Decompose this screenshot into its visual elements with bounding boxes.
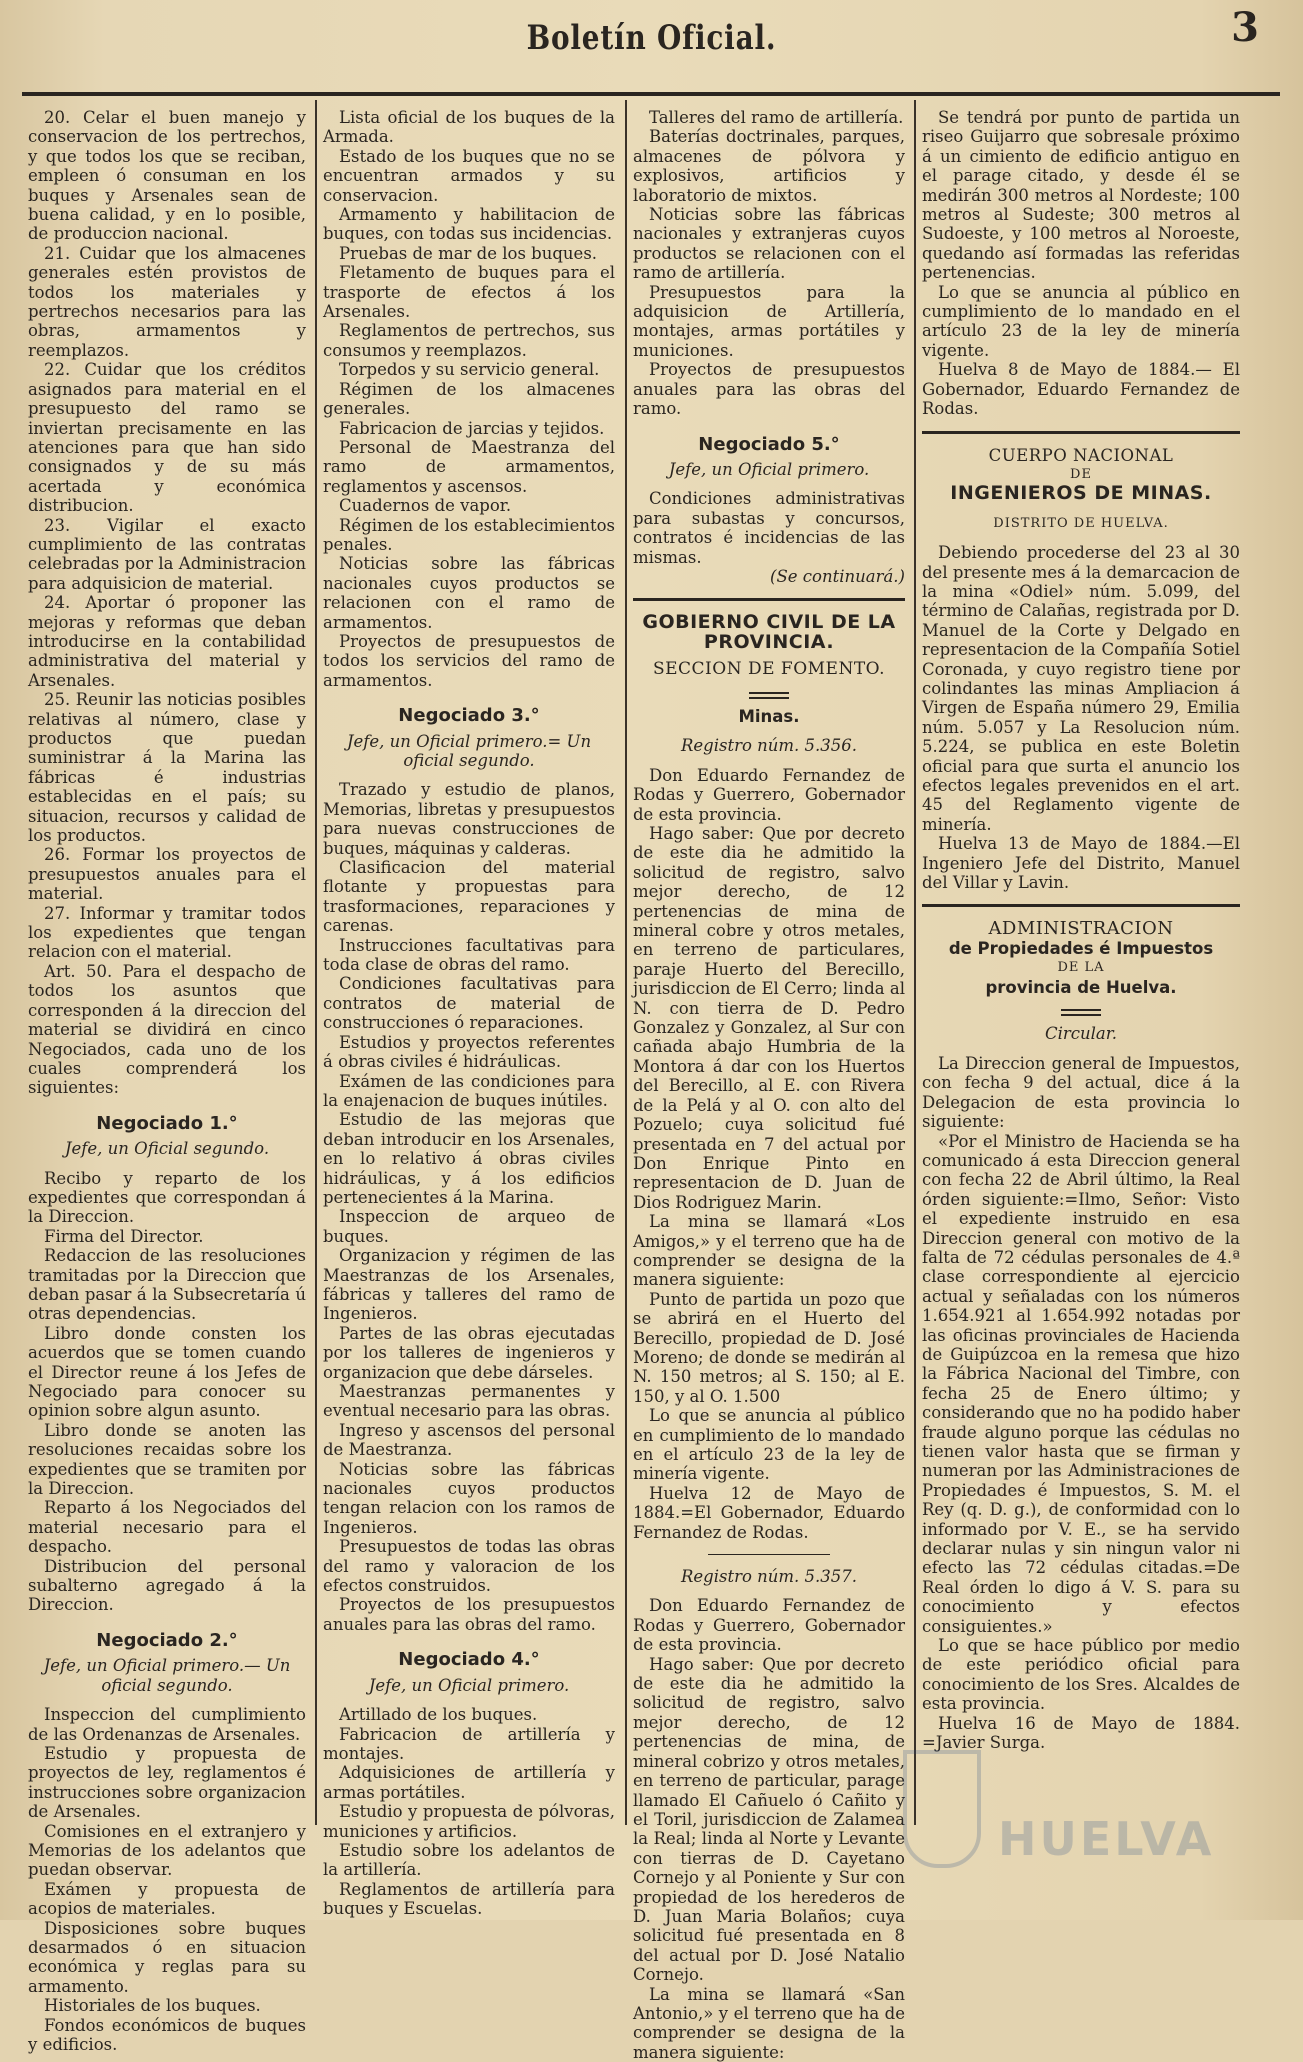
paragraph: Artillado de los buques. [339,1705,538,1725]
paragraph: Exámen de las condiciones para la enajenacion de buques inútiles. [323,1071,615,1110]
paragraph: La Direccion general de Impuestos, con fecha 9 del actual, dice á la Delegacion de esta provincia lo siguiente: [922,1053,1240,1132]
paragraph: Fabricacion de jarcias y tejidos. [339,418,605,438]
cuerpo-heading: CUERPO NACIONAL [988,445,1174,465]
paragraph: Punto de partida un pozo que se abrirá en el Huerto del Berecillo, propiedad de D. José Moreno; de donde se medirán al N. 150 metros; al S. 150; al E. 150, y al O. 1.500 [633,1289,905,1406]
paragraph: Proyectos de presupuestos de todos los servicios del ramo de armamentos. [323,631,615,690]
paragraph: 25. Reunir las noticias posibles relativas al número, clase y productos que puedan suministrar á la Marina las fábricas é industrias establecidas en el país; su situacion, recursos y calidad de los productos. [28,690,306,846]
negociado-4-items [323,1705,615,1918]
paragraph: Estado de los buques que no se encuentran armados y su conservacion. [323,146,615,205]
registro-1-title: Registro núm. 5.356. [680,736,858,756]
paragraph: Don Eduardo Fernandez de Rodas y Guerrero, Gobernador de esta provincia. [633,1596,905,1655]
paragraph: Talleres del ramo de artillería. [649,108,904,127]
seccion-heading: SECCION DE FOMENTO. [652,659,886,680]
paragraph: Régimen de los almacenes generales. [323,379,615,419]
paragraph: Lo que se anuncia al público en cumplimiento de lo mandado en el artículo 23 de la ley de minería vigente. [922,282,1240,360]
paragraph: Estudio y propuesta de pólvoras, municiones y artificios. [323,1802,615,1841]
paragraph: Comisiones en el extranjero y Memorias de los adelantos que puedan observar. [28,1821,306,1880]
column-1 [28,108,306,2054]
paragraph: Hago saber: Que por decreto de este dia he admitido la solicitud de registro, salvo mejor derecho, de 12 pertenencias de mina de mineral cobre y otros metales, en terreno de particulares, paraje Huerto del Berecillo, jurisdiccion de El Cerro; linda al N. con tierra de D. Pedro Gonzalez y Gonzalez, al Sur con cañada abajo Humbria de la Montora á dar con los Huertos del Berecillo, al E. con Rivera de la Pelá y al O. con alto del Pozuelo; cuya solicitud fué presentada en 7 del actual por Don Enrique Pinto en representacion de D. Juan de Dios Rodriguez Marin. [633,824,905,1212]
page-number: 3 [1231,4,1259,51]
paragraph: Redaccion de las resoluciones tramitadas por la Direccion que deban pasar á la Subsecretaría ú otras dependencias. [28,1246,306,1324]
paragraph: Organizacion y régimen de las Maestranzas de los Arsenales, fábricas y talleres del ramo de Ingenieros. [323,1246,615,1324]
paragraph: Reparto á los Negociados del material necesario para el despacho. [28,1498,306,1557]
paragraph: Huelva 16 de Mayo de 1884. =Javier Surga. [922,1713,1240,1753]
section-rule [922,431,1240,434]
paragraph: Reglamentos de artillería para buques y Escuelas. [323,1879,615,1919]
paragraph: Noticias sobre las fábricas nacionales cuyos productos se relacionen con el ramo de armamentos. [323,554,615,632]
paragraph: Lo que se hace público por medio de este periódico oficial para conocimiento de los Sres. Alcaldes de esta provincia. [922,1636,1240,1714]
paragraph: Baterías doctrinales, parques, almacenes de pólvora y explosivos, artificios y laboratorio de mixtos. [633,127,905,205]
paragraph: Libro donde consten los acuerdos que se tomen cuando el Director reune á los Jefes de Negociado para conocer su opinion sobre algun asunto. [28,1323,306,1421]
paragraph: Huelva 8 de Mayo de 1884.— El Gobernador, Eduardo Fernandez de Rodas. [922,360,1240,419]
section-rule [922,904,1240,907]
paragraph: 23. Vigilar el exacto cumplimiento de las contratas celebradas por la Administracion para adquisicion de material. [28,515,306,593]
admin-provincia: provincia de Huelva. [985,977,1177,997]
registro-2-title: Registro núm. 5.357. [680,1567,858,1587]
negociado-5-title: Negociado 5.° [698,433,840,455]
paragraph: Huelva 13 de Mayo de 1884.—El Ingeniero Jefe del Distrito, Manuel del Villar y Lavin. [922,834,1240,893]
column-divider [625,100,627,1825]
paragraph: Libro donde se anoten las resoluciones recaidas sobre los expedientes que se tramiten por la Direccion. [28,1420,306,1499]
negociado-2-title: Negociado 2.° [96,1629,238,1651]
paragraph: Instrucciones facultativas para toda clase de obras del ramo. [323,935,615,975]
paragraph: Presupuestos para la adquisicion de Artillería, montajes, armas portátiles y municiones. [633,282,905,360]
paragraph: Inspeccion del cumplimiento de las Ordenanzas de Arsenales. [28,1705,306,1744]
paragraph: Fletamento de buques para el trasporte de efectos á los Arsenales. [323,263,615,322]
paragraph: 22. Cuidar que los créditos asignados para material en el presupuesto del ramo se inviertan precisamente en las atenciones para que han sido consignados y de su más acertada y económica distribucion. [28,360,306,516]
paragraph: Exámen y propuesta de acopios de materiales. [28,1879,306,1919]
cuerpo-de: DE [1070,466,1092,482]
admin-de-la: DE LA [1057,960,1105,976]
circular-title: Circular. [1044,1024,1118,1044]
paragraph: 26. Formar los proyectos de presupuestos anuales para el material. [28,845,306,904]
paragraph: 21. Cuidar que los almacenes generales estén provistos de todos los materiales y pertrechos necesarios para las obras, armamentos y reemplazos. [28,243,306,360]
negociado-2-items [28,1705,306,2054]
paragraph: 20. Celar el buen manejo y conservacion de los pertrechos, y que todos los que se reciban, empleen ó consuman en los buques y Arsenales sean de buena calidad, y en lo posible, de produccion nacional. [28,108,306,244]
paragraph: La mina se llamará «San Antonio,» y el terreno que ha de comprender se designa de la manera siguiente: [633,1984,905,2062]
paragraph: Condiciones facultativas para contratos de material de construcciones ó reparaciones. [323,974,615,1033]
paragraph: Régimen de los establecimientos penales. [323,515,615,554]
separator [708,1554,830,1555]
paragraph: Ingreso y ascensos del personal de Maestranza. [323,1420,615,1460]
column-divider [914,100,916,1825]
ornament-dash [922,1001,1240,1020]
negociado-3-title: Negociado 3.° [398,705,540,727]
paragraph: Reglamentos de pertrechos, sus consumos y reemplazos. [323,321,615,360]
paragraph: Huelva 12 de Mayo de 1884.=El Gobernador, Eduardo Fernandez de Rodas. [633,1483,905,1542]
negociado-5-items [633,489,905,567]
paragraph: Art. 50. Para el despacho de todos los asuntos que corresponden á la direccion del material se dividirá en cinco Negociados, cada uno de los cuales comprenderá los siguientes: [28,961,306,1098]
paragraph: Lista oficial de los buques de la Armada. [323,108,615,147]
paragraph: Maestranzas permanentes y eventual necesario para las obras. [323,1382,615,1421]
admin-body [922,1054,1240,1753]
minas-subheading: Minas. [738,706,800,726]
paragraph: Adquisiciones de artillería y armas portátiles. [323,1763,615,1802]
paragraph: Estudio de las mejoras que deban introducir en los Arsenales, en lo relativo á obras civiles hidráulicas, y á los edificios pertenecientes á la Marina. [323,1110,615,1207]
paragraph: Disposiciones sobre buques desarmados ó en situacion económica y reglas para su armamento. [28,1918,306,1996]
admin-subheading: de Propiedades é Impuestos [948,938,1214,958]
paragraph: Clasificacion del material flotante y propuestas para trasformaciones, reparaciones y carenas. [323,858,615,936]
paragraph: Presupuestos de todas las obras del ramo y valoracion de los efectos construidos. [323,1537,615,1596]
archive-watermark [903,1740,1233,1880]
paragraph: Trazado y estudio de planos, Memorias, libretas y presupuestos para nuevas construcciones de buques, máquinas y calderas. [323,780,615,858]
registro-1-body [633,766,905,1542]
negociado-3-items [323,780,615,1634]
paragraph: Distribucion del personal subalterno agregado á la Direccion. [28,1556,306,1615]
minas-body [922,543,1240,892]
negociado-3-jefe: Jefe, un Oficial primero.= Un oficial segundo. [346,731,592,770]
paragraph: Noticias sobre las fábricas nacionales cuyos productos tengan relacion con los ramos de Ingenieros. [323,1459,615,1537]
paragraph: Estudio sobre los adelantos de la artillería. [323,1840,615,1880]
col1-paragraphs [28,108,306,1098]
paragraph: Personal de Maestranza del ramo de armamentos, reglamentos y ascensos. [323,437,615,496]
col2-paragraphs [323,108,615,690]
watermark-text: HUELVA [998,1812,1215,1866]
page-title: Boletín Oficial. [526,18,777,58]
paragraph: Don Eduardo Fernandez de Rodas y Guerrero, Gobernador de esta provincia. [633,765,905,824]
paragraph: 24. Aportar ó proponer las mejoras y reformas que deban introducirse en la contabilidad administrativa del material y Arsenales. [28,593,306,690]
paragraph: Lo que se anuncia al público en cumplimiento de lo mandado en el artículo 23 de la ley de minería vigente. [633,1406,905,1484]
paragraph: Historiales de los buques. [44,1996,261,2016]
paragraph: Estudios y proyectos referentes á obras civiles é hidráulicas. [323,1032,615,1072]
paragraph: «Por el Ministro de Hacienda se ha comunicado á esta Direccion general con fecha 22 de Abril último, la Real órden siguiente:=Ilmo, Señor: Visto el expediente instruido en esa Direccion general con motivo de la falta de 72 cédulas personales de 4.ª clase correspondiente al ejercicio actual y señaladas con los números 1.654.921 al 1.654.992 notadas por las oficinas provinciales de Hacienda de Guipúzcoa en la remesa que hizo la Fábrica Nacional del Timbre, con fecha 25 de Enero último; y considerando que no ha podido haber fraude alguno porque las cédulas no tienen valor hasta que se firman y numeran por las Administraciones de Propiedades é Impuestos, S. M. el Rey (q. D. g.), de conformidad con lo informado por V. E., se ha servido declarar nulas y sin ningun valor ni efecto las 72 cédulas citadas.=De Real órden lo digo á V. S. para su conocimiento y efectos consiguientes.» [922,1131,1240,1636]
paragraph: Torpedos y su servicio general. [339,360,600,380]
paragraph: Proyectos de presupuestos anuales para las obras del ramo. [633,360,905,419]
negociado-1-items [28,1169,306,1615]
negociado-4-title: Negociado 4.° [398,1649,540,1671]
paragraph: Inspeccion de arqueo de buques. [323,1207,615,1246]
header-rule [22,92,1280,96]
continuation-note: (Se continuará.) [770,566,905,586]
paragraph: Fabricacion de artillería y montajes. [323,1724,615,1763]
ingenieros-heading: INGENIEROS DE MINAS. [950,482,1212,505]
distrito-heading: DISTRITO DE HUELVA. [993,515,1169,531]
paragraph: Fondos económicos de buques y edificios. [28,2015,306,2054]
registro-2-body [633,1596,905,2062]
shield-icon [903,1750,981,1868]
paragraph: Cuadernos de vapor. [339,496,512,516]
paragraph: Proyectos de los presupuestos anuales para las obras del ramo. [323,1595,615,1634]
col4-paragraphs [922,108,1240,419]
paragraph: Hago saber: Que por decreto de este dia he admitido la solicitud de registro, salvo mejor derecho, de 12 pertenencias de mina, de mineral cobrizo y otros metales, en terreno de particular, parage llamado El Cañuelo ó Cañito y el Toril, jurisdiccion de Zalamea la Real; linda al Norte y Levante con tierras de D. Cayetano Cornejo y al Poniente y Sur con propiedad de los herederos de D. Juan Maria Bolaños; cuya solicitud fué presentada en 8 del actual por D. José Natalio Cornejo. [633,1654,905,1985]
column-4 [922,108,1240,1753]
paragraph: La mina se llamará «Los Amigos,» y el terreno que ha de comprender se designa de la manera siguiente: [633,1212,905,1290]
negociado-4-jefe: Jefe, un Oficial primero. [368,1675,570,1695]
negociado-1-title: Negociado 1.° [96,1112,238,1134]
paragraph: Se tendrá por punto de partida un riseo Guijarro que sobresale próximo á un cimiento de edificio antiguo en el parage citado, y desde él se medirán 300 metros al Nordeste; 100 metros al Sudeste; 300 metros al Sudoeste, y 100 metros al Noroeste, quedando así formadas las referidas pertenencias. [922,108,1240,283]
paragraph: Firma del Director. [44,1226,204,1246]
paragraph: Recibo y reparto de los expedientes que correspondan á la Direccion. [28,1168,306,1227]
section-rule [633,598,905,601]
paragraph: Debiendo procederse del 23 al 30 del presente mes á la demarcacion de la mina «Odiel» núm. 5.099, del término de Calañas, registrada por D. Manuel de la Corte y Delgado en representacion de la Compañía Sotiel Coronada, y cuyo registro tiene por colindantes las minas Ampliacion á Virgen de España número 29, Emilia núm. 5.057 y La Resolucion núm. 5.224, se publica en este Boletin oficial para que surta el anuncio los efectos legales prevenidos en el art. 45 del Reglamento vigente de minería. [922,543,1240,834]
negociado-5-jefe: Jefe, un Oficial primero. [668,459,870,479]
negociado-2-jefe: Jefe, un Oficial primero.— Un oficial segundo. [43,1656,291,1695]
paragraph: Estudio y propuesta de proyectos de ley, reglamentos é instrucciones sobre organizacion de Arsenales. [28,1743,306,1822]
paragraph: Pruebas de mar de los buques. [339,243,598,263]
paragraph: 27. Informar y tramitar todos los expedientes que tengan relacion con el material. [28,903,306,962]
admin-heading: ADMINISTRACION [988,918,1174,940]
ornament-dash [633,684,905,703]
column-3 [633,108,905,2062]
paragraph: Partes de las obras ejecutadas por los talleres de ingenieros y organizacion que debe dárseles. [323,1323,615,1382]
gobierno-heading: GOBIERNO CIVIL DE LA PROVINCIA. [642,611,896,653]
paragraph: Noticias sobre las fábricas nacionales y extranjeras cuyos productos se relacionen con el ramo de artillería. [633,205,905,283]
paragraph: Condiciones administrativas para subastas y concursos, contratos é incidencias de las mismas. [633,489,905,567]
negociado-1-jefe: Jefe, un Oficial segundo. [64,1139,270,1159]
column-2 [323,108,615,1919]
column-divider [315,100,317,1825]
paragraph: Armamento y habilitacion de buques, con todas sus incidencias. [323,205,615,244]
col3-paragraphs [633,108,905,419]
